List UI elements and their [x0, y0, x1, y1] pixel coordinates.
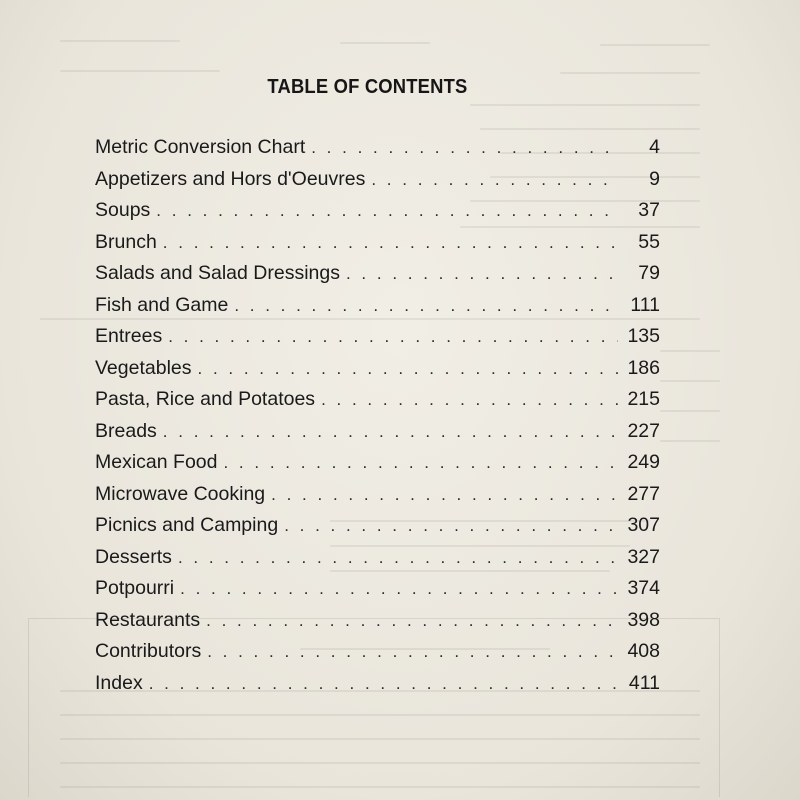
dot-leader [156, 195, 618, 227]
toc-entry-label: Vegetables [95, 356, 192, 379]
toc-entry-page-number: 227 [627, 419, 660, 442]
toc-entry-label: Brunch [95, 230, 157, 253]
toc-entry-label: Salads and Salad Dressings [95, 262, 340, 284]
toc-entry-label: Soups [95, 199, 151, 221]
toc-entry [95, 321, 660, 353]
dot-leader [271, 479, 618, 511]
toc-entry-label: Index [95, 671, 143, 694]
toc-entry [95, 258, 660, 290]
dot-leader [198, 353, 618, 385]
toc-entry [95, 416, 660, 448]
toc-entry-label: Restaurants [95, 608, 201, 631]
toc-entry [95, 384, 660, 416]
toc-entry-page-number: 249 [627, 451, 660, 473]
toc-entry-label: Potpourri [95, 577, 175, 599]
toc-entry [95, 542, 660, 574]
dot-leader [223, 447, 618, 479]
toc-entry-page-number: 37 [638, 199, 660, 221]
toc-entry-label: Metric Conversion Chart [95, 136, 306, 158]
dot-leader [207, 636, 618, 668]
toc-entry-page-number: 398 [627, 608, 660, 631]
toc-entry-page-number: 215 [627, 388, 660, 410]
dot-leader [163, 227, 618, 259]
toc-list [95, 132, 660, 699]
toc-entry-label: Desserts [95, 545, 172, 568]
toc-entry-label: Mexican Food [95, 451, 218, 473]
toc-entry-label: Breads [95, 419, 157, 442]
toc-entry [95, 227, 660, 259]
toc-entry-page-number: 411 [628, 671, 660, 694]
toc-entry [95, 636, 660, 668]
dot-leader [168, 321, 618, 353]
toc-entry-page-number: 9 [649, 167, 660, 190]
toc-entry [95, 479, 660, 511]
toc-entry-page-number: 408 [627, 640, 660, 662]
toc-entry-page-number: 277 [627, 482, 660, 505]
toc-entry-page-number: 4 [649, 136, 660, 158]
dot-leader [346, 258, 618, 290]
dot-leader [149, 668, 618, 700]
toc-entry [95, 510, 660, 542]
toc-entry [95, 668, 660, 700]
toc-entry-label: Contributors [95, 640, 202, 662]
toc-entry [95, 605, 660, 637]
dot-leader [284, 510, 618, 542]
dot-leader [371, 164, 618, 196]
toc-entry-page-number: 79 [638, 262, 660, 284]
dot-leader [311, 132, 618, 164]
toc-entry-page-number: 374 [627, 577, 660, 599]
toc-entry-page-number: 135 [627, 325, 660, 347]
toc-entry [95, 195, 660, 227]
dot-leader [178, 542, 618, 574]
dot-leader [206, 605, 618, 637]
toc-heading: TABLE OF CONTENTS [267, 76, 468, 98]
toc-entry-page-number: 186 [627, 356, 660, 379]
toc-entry [95, 164, 660, 196]
toc-entry-page-number: 307 [627, 514, 660, 536]
dot-leader [180, 573, 618, 605]
toc-entry-page-number: 327 [627, 545, 660, 568]
toc-entry [95, 573, 660, 605]
toc-entry-label: Pasta, Rice and Potatoes [95, 388, 316, 410]
toc-entry-page-number: 55 [638, 230, 660, 253]
toc-entry-label: Picnics and Camping [95, 514, 279, 536]
toc-entry [95, 447, 660, 479]
toc-entry-label: Appetizers and Hors d'Oeuvres [95, 167, 366, 190]
dot-leader [163, 416, 618, 448]
toc-entry-label: Entrees [95, 325, 163, 347]
toc-entry-label: Fish and Game [95, 293, 229, 316]
toc-entry [95, 290, 660, 322]
toc-entry [95, 353, 660, 385]
dot-leader [234, 290, 618, 322]
toc-entry-label: Microwave Cooking [95, 482, 266, 505]
dot-leader [321, 384, 618, 416]
toc-entry-page-number: 111 [630, 293, 660, 316]
toc-entry [95, 132, 660, 164]
